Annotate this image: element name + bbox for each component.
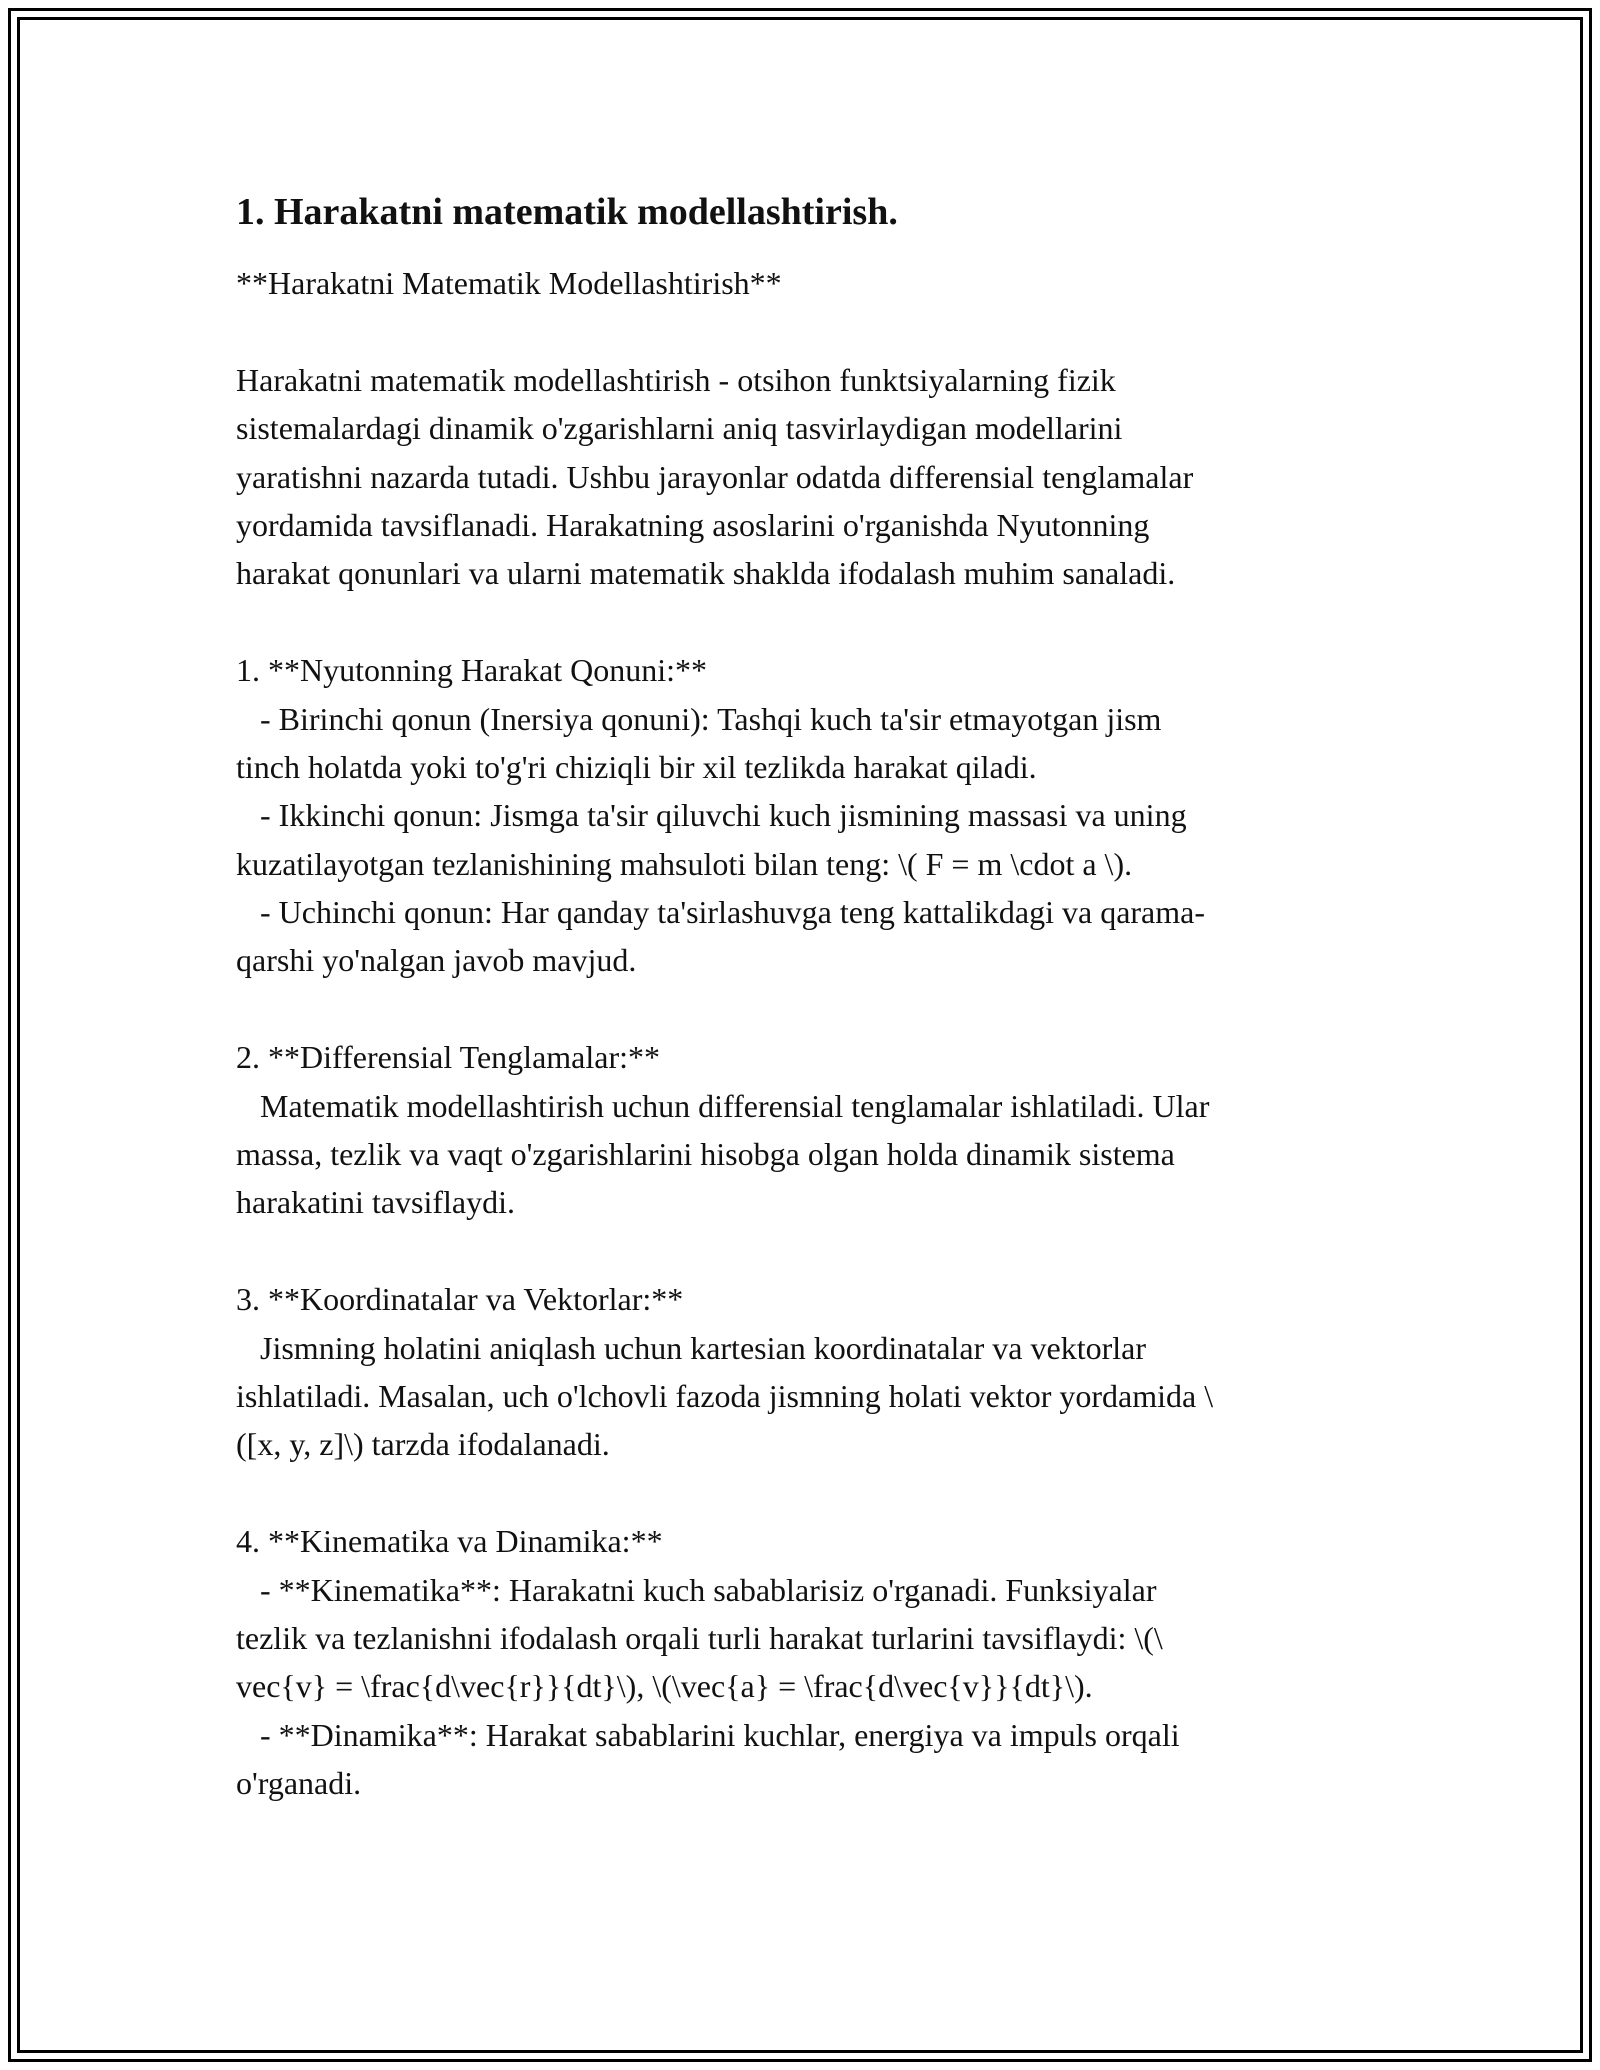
text-line: harakat qonunlari va ularni matematik shaklda ifodalash muhim sanaladi. (236, 555, 1176, 592)
text-line: ([x, y, z]\) tarzda ifodalanadi. (236, 1426, 610, 1463)
text-line: **Harakatni Matematik Modellashtirish** (236, 265, 782, 301)
blank-line (236, 1469, 1366, 1517)
text-line: 3. **Koordinatalar va Vektorlar:** (236, 1281, 684, 1318)
text-line: Harakatni matematik modellashtirish - otsihon funktsiyalarning fizik (236, 361, 1116, 398)
text-line: yordamida tavsiflanadi. Harakatning asoslarini o'rganishda Nyutonning (236, 506, 1150, 543)
text-line: 1. **Nyutonning Harakat Qonuni:** (236, 652, 708, 689)
text-line: 4. **Kinematika va Dinamika:** (236, 1523, 663, 1560)
page-title: 1. Harakatni matematik modellashtirish. (236, 191, 898, 233)
text-line: - Uchinchi qonun: Har qanday ta'sirlashuvga teng kattalikdagi va qarama- (236, 894, 1205, 931)
text-line: vec{v} = \frac{d\vec{r}}{dt}\), \(\vec{a} = \frac{d\vec{v}}{dt}\). (236, 1668, 1093, 1705)
text-line: - Birinchi qonun (Inersiya qonuni): Tashqi kuch ta'sir etmayotgan jism (236, 700, 1162, 737)
text-line: yaratishni nazarda tutadi. Ushbu jarayonlar odatda differensial tenglamalar (236, 458, 1194, 495)
blank-line (236, 1227, 1366, 1275)
blank-line (236, 307, 1366, 355)
text-line: tezlik va tezlanishni ifodalash orqali turli harakat turlarini tavsiflaydi: \(\ (236, 1619, 1163, 1656)
text-line: Jismning holatini aniqlash uchun kartesian koordinatalar va vektorlar (236, 1329, 1146, 1366)
text-line: - **Kinematika**: Harakatni kuch sabablarisiz o'rganadi. Funksiyalar (236, 1571, 1157, 1608)
document-body (236, 186, 1366, 1808)
text-line: o'rganadi. (236, 1765, 362, 1802)
text-line: sistemalardagi dinamik o'zgarishlarni aniq tasvirlaydigan modellarini (236, 410, 1123, 447)
body-text (236, 259, 1366, 1808)
text-line: - **Dinamika**: Harakat sabablarini kuchlar, energiya va impuls orqali (236, 1716, 1180, 1753)
blank-line (236, 985, 1366, 1033)
text-line: massa, tezlik va vaqt o'zgarishlarini hisobga olgan holda dinamik sistema (236, 1136, 1175, 1173)
text-line: harakatini tavsiflaydi. (236, 1184, 516, 1221)
text-line: kuzatilayotgan tezlanishining mahsuloti bilan teng: \( F = m \cdot a \). (236, 845, 1133, 882)
text-line: Matematik modellashtirish uchun differensial tenglamalar ishlatiladi. Ular (236, 1087, 1210, 1124)
text-line: 2. **Differensial Tenglamalar:** (236, 1039, 660, 1076)
text-line: - Ikkinchi qonun: Jismga ta'sir qiluvchi kuch jismining massasi va uning (236, 797, 1187, 834)
text-line: qarshi yo'nalgan javob mavjud. (236, 942, 637, 979)
text-line: tinch holatda yoki to'g'ri chiziqli bir xil tezlikda harakat qiladi. (236, 748, 1037, 785)
blank-line (236, 598, 1366, 646)
text-line: ishlatiladi. Masalan, uch o'lchovli fazoda jismning holati vektor yordamida \ (236, 1377, 1214, 1414)
